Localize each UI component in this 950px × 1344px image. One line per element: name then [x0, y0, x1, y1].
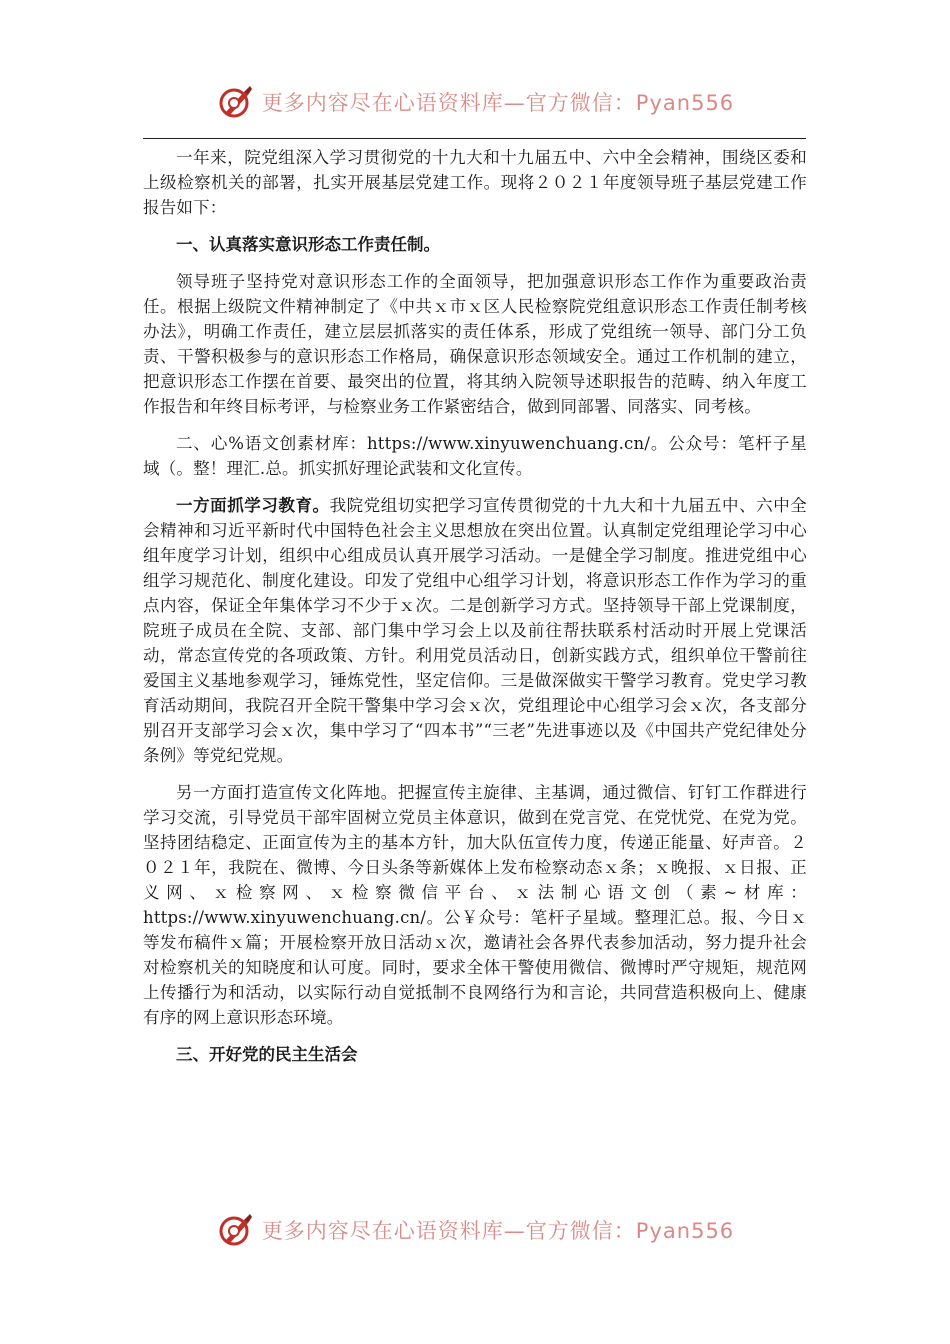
header-banner	[0, 80, 950, 124]
paragraph-2: 二、心%语文创素材库：https://www.xinyuwenchuang.cn/。公众号：笔杆子星域（。整！理汇.总。抓实抓好理论武装和文化宣传。	[143, 434, 807, 478]
paragraph-3-body: 我院党组切实把学习宣传贯彻党的十九大和十九届五中、六中全会精神和习近平新时代中国特色社会主义思想放在突出位置。认真制定党组理论学习中心组年度学习计划，组织中心组成员认真开展学习活动。一是健全学习制度。推进党组中心组学习规范化、制度化建设。印发了党组中心组学习计划，将意识形态工作作为学习的重点内容，保证全年集体学习不少于ｘ次。二是创新学习方式。坚持领导干部上党课制度，院班子成员在全院、支部、部门集中学习会上以及前往帮扶联系村活动时开展上党课活动，常态宣传党的各项政策、方针。利用党员活动日，创新实践方式，组织单位干警前往爱国主义基地参观学习，锤炼党性，坚定信仰。三是做深做实干警学习教育。党史学习教育活动期间，我院召开全院干警集中学习会ｘ次，党组理论中心组学习会ｘ次，各支部分别召开支部学习会ｘ次，集中学习了“四本书”“三老”先进事迹以及《中国共产党纪律处分条例》等党纪党规。	[143, 496, 807, 765]
pen-logo-icon	[216, 1210, 256, 1250]
paragraph-4: 另一方面打造宣传文化阵地。把握宣传主旋律、主基调，通过微信、钉钉工作群进行学习交流，引导党员干部牢固树立党员主体意识，做到在党言党、在党忧党、在党为党。坚持团结稳定、正面宣传为主的基本方针，加大队伍宣传力度，传递正能量、好声音。２０２１年，我院在、微博、今日头条等新媒体上发布检察动态ｘ条；ｘ晚报、ｘ日报、正义网、ｘ检察网、ｘ检察微信平台、ｘ法制心语文创（素~材库：https://www.xinyuwenchuang.cn/。公￥众号：笔杆子星域。整理汇总。报、今日ｘ等发布稿件ｘ篇；开展检察开放日活动ｘ次，邀请社会各界代表参加活动，努力提升社会对检察机关的知晓度和认可度。同时，要求全体干警使用微信、微博时严守规矩，规范网上传播行为和活动，以实际行动自觉抵制不良网络行为和言论，共同营造积极向上、健康有序的网上意识形态环境。	[143, 783, 807, 1027]
section-heading-1: 一、认真落实意识形态工作责任制。	[176, 235, 440, 254]
footer-banner-text: 更多内容尽在心语资料库—官方微信：Pyan556	[261, 1219, 735, 1243]
intro-paragraph: 一年来，院党组深入学习贯彻党的十九大和十九届五中、六中全会精神，围绕区委和上级检察机关的部署，扎实开展基层党建工作。现将２０２１年度领导班子基层党建工作报告如下：	[143, 148, 807, 217]
footer-banner	[0, 1208, 950, 1252]
document-body	[143, 145, 807, 1079]
paragraph-3	[143, 493, 807, 768]
pen-logo-icon	[216, 82, 256, 122]
paragraph-1: 领导班子坚持党对意识形态工作的全面领导，把加强意识形态工作作为重要政治责任。根据上级院文件精神制定了《中共ｘ市ｘ区人民检察院党组意识形态工作责任制考核办法》，明确工作责任，建立层层抓落实的责任体系，形成了党组统一领导、部门分工负责、干警积极参与的意识形态工作格局，确保意识形态领域安全。通过工作机制的建立，把意识形态工作摆在首要、最突出的位置，将其纳入院领导述职报告的范畴、纳入年度工作报告和年终目标考评，与检察业务工作紧密结合，做到同部署、同落实、同考核。	[143, 272, 807, 416]
banner-text: 更多内容尽在心语资料库—官方微信：Pyan556	[261, 91, 735, 115]
paragraph-3-lead: 一方面抓学习教育。	[176, 496, 330, 515]
section-heading-3: 三、开好党的民主生活会	[176, 1045, 358, 1064]
header-divider	[143, 138, 806, 139]
